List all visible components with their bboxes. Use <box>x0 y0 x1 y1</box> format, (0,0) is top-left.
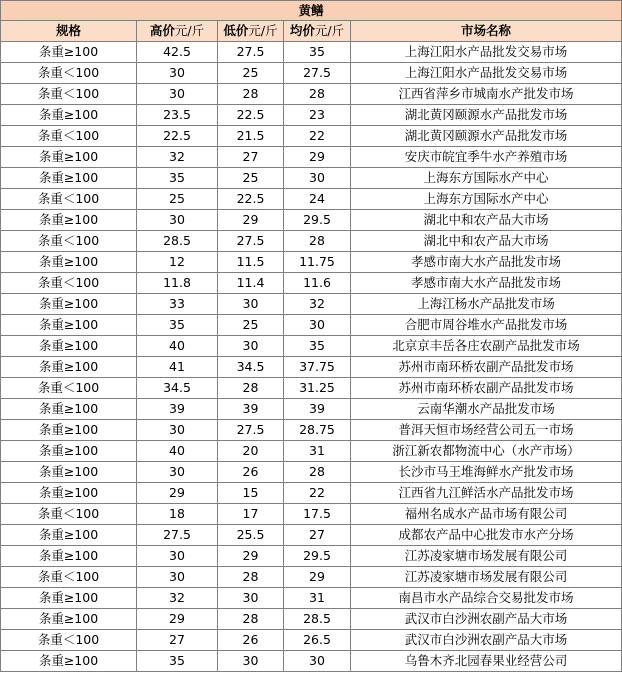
header-low-label: 低价 <box>223 23 249 38</box>
table-row <box>1 588 622 609</box>
cell-high-price: 12 <box>137 252 218 273</box>
cell-market-name: 江西省萍乡市城南水产批发市场 <box>351 84 622 105</box>
cell-spec: 条重≥100 <box>1 357 137 378</box>
cell-avg-price: 11.6 <box>284 273 351 294</box>
cell-avg-price: 30 <box>284 315 351 336</box>
cell-avg-price: 22 <box>284 483 351 504</box>
cell-low-price: 21.5 <box>218 126 284 147</box>
cell-avg-price: 29.5 <box>284 210 351 231</box>
cell-low-price: 25 <box>218 315 284 336</box>
cell-spec: 条重≥100 <box>1 336 137 357</box>
cell-market-name: 上海江阳水产品批发交易市场 <box>351 63 622 84</box>
cell-avg-price: 24 <box>284 189 351 210</box>
header-high-label: 高价 <box>149 23 175 38</box>
cell-high-price: 30 <box>137 462 218 483</box>
cell-avg-price: 11.75 <box>284 252 351 273</box>
cell-high-price: 29 <box>137 609 218 630</box>
cell-high-price: 18 <box>137 504 218 525</box>
cell-market-name: 湖北中和农产品大市场 <box>351 231 622 252</box>
cell-market-name: 上海东方国际水产中心 <box>351 168 622 189</box>
table-row <box>1 483 622 504</box>
cell-low-price: 27.5 <box>218 231 284 252</box>
cell-market-name: 湖北中和农产品大市场 <box>351 210 622 231</box>
cell-market-name: 普洱天恒市场经营公司五一市场 <box>351 420 622 441</box>
cell-spec: 条重≥100 <box>1 168 137 189</box>
header-avg <box>284 21 351 42</box>
cell-high-price: 27.5 <box>137 525 218 546</box>
table-row <box>1 42 622 63</box>
cell-market-name: 孝感市南大水产品批发市场 <box>351 273 622 294</box>
table-row <box>1 147 622 168</box>
cell-spec: 条重≥100 <box>1 525 137 546</box>
cell-high-price: 30 <box>137 420 218 441</box>
cell-spec: 条重≥100 <box>1 462 137 483</box>
table-row <box>1 105 622 126</box>
cell-high-price: 42.5 <box>137 42 218 63</box>
cell-market-name: 安庆市皖宜季牛水产养殖市场 <box>351 147 622 168</box>
header-avg-unit: 元/斤 <box>314 23 345 38</box>
cell-low-price: 15 <box>218 483 284 504</box>
table-row <box>1 273 622 294</box>
cell-avg-price: 28 <box>284 231 351 252</box>
cell-high-price: 23.5 <box>137 105 218 126</box>
cell-high-price: 41 <box>137 357 218 378</box>
cell-low-price: 20 <box>218 441 284 462</box>
cell-market-name: 北京京丰岳各庄农副产品批发市场 <box>351 336 622 357</box>
cell-spec: 条重≥100 <box>1 420 137 441</box>
cell-spec: 条重≥100 <box>1 609 137 630</box>
cell-low-price: 28 <box>218 84 284 105</box>
cell-spec: 条重＜100 <box>1 231 137 252</box>
cell-avg-price: 31.25 <box>284 378 351 399</box>
cell-spec: 条重≥100 <box>1 399 137 420</box>
cell-low-price: 27.5 <box>218 42 284 63</box>
cell-low-price: 29 <box>218 546 284 567</box>
cell-low-price: 28 <box>218 378 284 399</box>
cell-low-price: 17 <box>218 504 284 525</box>
cell-avg-price: 39 <box>284 399 351 420</box>
cell-spec: 条重≥100 <box>1 651 137 672</box>
header-low-unit: 元/斤 <box>248 23 278 38</box>
cell-high-price: 27 <box>137 630 218 651</box>
cell-avg-price: 27 <box>284 525 351 546</box>
table-row <box>1 609 622 630</box>
table-row <box>1 336 622 357</box>
cell-low-price: 25 <box>218 63 284 84</box>
cell-high-price: 30 <box>137 84 218 105</box>
cell-low-price: 28 <box>218 567 284 588</box>
cell-high-price: 11.8 <box>137 273 218 294</box>
cell-market-name: 合肥市周谷堆水产品批发市场 <box>351 315 622 336</box>
table-row <box>1 420 622 441</box>
table-row <box>1 441 622 462</box>
cell-low-price: 39 <box>218 399 284 420</box>
table-row <box>1 399 622 420</box>
table-row <box>1 189 622 210</box>
table-row <box>1 315 622 336</box>
cell-spec: 条重≥100 <box>1 588 137 609</box>
cell-market-name: 上海江阳水产品批发交易市场 <box>351 42 622 63</box>
cell-avg-price: 31 <box>284 588 351 609</box>
cell-avg-price: 31 <box>284 441 351 462</box>
cell-low-price: 22.5 <box>218 105 284 126</box>
cell-market-name: 浙江新农都物流中心（水产市场） <box>351 441 622 462</box>
table-row <box>1 378 622 399</box>
cell-high-price: 33 <box>137 294 218 315</box>
cell-high-price: 30 <box>137 567 218 588</box>
cell-market-name: 武汉市白沙洲农副产品大市场 <box>351 630 622 651</box>
table-body <box>1 42 622 672</box>
cell-high-price: 29 <box>137 483 218 504</box>
header-avg-label: 均价 <box>289 23 315 38</box>
cell-avg-price: 27.5 <box>284 63 351 84</box>
cell-spec: 条重＜100 <box>1 63 137 84</box>
header-spec: 规格 <box>1 21 137 42</box>
cell-spec: 条重≥100 <box>1 315 137 336</box>
cell-low-price: 26 <box>218 462 284 483</box>
cell-avg-price: 26.5 <box>284 630 351 651</box>
cell-high-price: 30 <box>137 210 218 231</box>
table-row <box>1 210 622 231</box>
table-row <box>1 525 622 546</box>
cell-high-price: 40 <box>137 441 218 462</box>
cell-avg-price: 30 <box>284 651 351 672</box>
header-high-unit: 元/斤 <box>174 23 205 38</box>
cell-spec: 条重＜100 <box>1 84 137 105</box>
cell-market-name: 江西省九江鲜活水产品批发市场 <box>351 483 622 504</box>
cell-spec: 条重＜100 <box>1 189 137 210</box>
cell-high-price: 35 <box>137 168 218 189</box>
cell-low-price: 27 <box>218 147 284 168</box>
cell-market-name: 苏州市南环桥农副产品批发市场 <box>351 378 622 399</box>
cell-market-name: 云南华潮水产品批发市场 <box>351 399 622 420</box>
cell-avg-price: 35 <box>284 42 351 63</box>
cell-avg-price: 29 <box>284 147 351 168</box>
table-row <box>1 630 622 651</box>
header-market: 市场名称 <box>351 21 622 42</box>
table-title: 黄鳝 <box>1 1 622 21</box>
cell-avg-price: 23 <box>284 105 351 126</box>
header-row <box>1 21 622 42</box>
table-row <box>1 126 622 147</box>
cell-market-name: 成都农产品中心批发市水产分场 <box>351 525 622 546</box>
cell-avg-price: 28.75 <box>284 420 351 441</box>
table-row <box>1 252 622 273</box>
cell-low-price: 26 <box>218 630 284 651</box>
cell-spec: 条重＜100 <box>1 126 137 147</box>
table-row <box>1 168 622 189</box>
cell-spec: 条重≥100 <box>1 210 137 231</box>
cell-market-name: 南昌市水产品综合交易批发市场 <box>351 588 622 609</box>
cell-spec: 条重≥100 <box>1 252 137 273</box>
cell-spec: 条重≥100 <box>1 483 137 504</box>
cell-market-name: 江苏凌家塘市场发展有限公司 <box>351 567 622 588</box>
cell-low-price: 27.5 <box>218 420 284 441</box>
cell-avg-price: 28 <box>284 462 351 483</box>
cell-high-price: 39 <box>137 399 218 420</box>
cell-spec: 条重＜100 <box>1 630 137 651</box>
cell-low-price: 28 <box>218 609 284 630</box>
table-row <box>1 84 622 105</box>
cell-spec: 条重≥100 <box>1 147 137 168</box>
cell-spec: 条重≥100 <box>1 105 137 126</box>
cell-market-name: 乌鲁木齐北园春果业经营公司 <box>351 651 622 672</box>
cell-high-price: 32 <box>137 147 218 168</box>
cell-high-price: 35 <box>137 651 218 672</box>
cell-avg-price: 28 <box>284 84 351 105</box>
cell-high-price: 30 <box>137 546 218 567</box>
cell-low-price: 34.5 <box>218 357 284 378</box>
cell-avg-price: 32 <box>284 294 351 315</box>
cell-market-name: 孝感市南大水产品批发市场 <box>351 252 622 273</box>
cell-spec: 条重≥100 <box>1 546 137 567</box>
cell-low-price: 11.4 <box>218 273 284 294</box>
title-row <box>1 1 622 21</box>
cell-low-price: 25 <box>218 168 284 189</box>
table-row <box>1 294 622 315</box>
cell-market-name: 湖北黄冈颐源水产品批发市场 <box>351 126 622 147</box>
cell-avg-price: 30 <box>284 168 351 189</box>
table-row <box>1 567 622 588</box>
cell-spec: 条重＜100 <box>1 378 137 399</box>
cell-high-price: 25 <box>137 189 218 210</box>
cell-spec: 条重≥100 <box>1 441 137 462</box>
cell-market-name: 湖北黄冈颐源水产品批发市场 <box>351 105 622 126</box>
cell-high-price: 22.5 <box>137 126 218 147</box>
cell-spec: 条重＜100 <box>1 273 137 294</box>
table-row <box>1 357 622 378</box>
cell-low-price: 25.5 <box>218 525 284 546</box>
cell-avg-price: 29.5 <box>284 546 351 567</box>
cell-low-price: 29 <box>218 210 284 231</box>
cell-low-price: 11.5 <box>218 252 284 273</box>
table-row <box>1 504 622 525</box>
cell-high-price: 28.5 <box>137 231 218 252</box>
cell-market-name: 福州名成水产品市场有限公司 <box>351 504 622 525</box>
cell-high-price: 40 <box>137 336 218 357</box>
header-low <box>218 21 284 42</box>
table-row <box>1 231 622 252</box>
cell-low-price: 30 <box>218 336 284 357</box>
table-row <box>1 546 622 567</box>
cell-spec: 条重＜100 <box>1 567 137 588</box>
table-row <box>1 63 622 84</box>
cell-high-price: 32 <box>137 588 218 609</box>
cell-market-name: 江苏凌家塘市场发展有限公司 <box>351 546 622 567</box>
cell-low-price: 30 <box>218 651 284 672</box>
cell-low-price: 22.5 <box>218 189 284 210</box>
cell-spec: 条重≥100 <box>1 42 137 63</box>
cell-high-price: 34.5 <box>137 378 218 399</box>
cell-avg-price: 29 <box>284 567 351 588</box>
cell-market-name: 上海东方国际水产中心 <box>351 189 622 210</box>
cell-low-price: 30 <box>218 588 284 609</box>
cell-avg-price: 35 <box>284 336 351 357</box>
cell-spec: 条重＜100 <box>1 504 137 525</box>
cell-avg-price: 17.5 <box>284 504 351 525</box>
cell-avg-price: 37.75 <box>284 357 351 378</box>
table-row <box>1 462 622 483</box>
header-high <box>137 21 218 42</box>
cell-high-price: 30 <box>137 63 218 84</box>
cell-spec: 条重≥100 <box>1 294 137 315</box>
cell-avg-price: 22 <box>284 126 351 147</box>
cell-market-name: 武汉市白沙洲农副产品大市场 <box>351 609 622 630</box>
cell-market-name: 上海江杨水产品批发市场 <box>351 294 622 315</box>
cell-low-price: 30 <box>218 294 284 315</box>
cell-market-name: 苏州市南环桥农副产品批发市场 <box>351 357 622 378</box>
cell-market-name: 长沙市马王堆海鲜水产批发市场 <box>351 462 622 483</box>
cell-high-price: 35 <box>137 315 218 336</box>
cell-avg-price: 28.5 <box>284 609 351 630</box>
table-row <box>1 651 622 672</box>
